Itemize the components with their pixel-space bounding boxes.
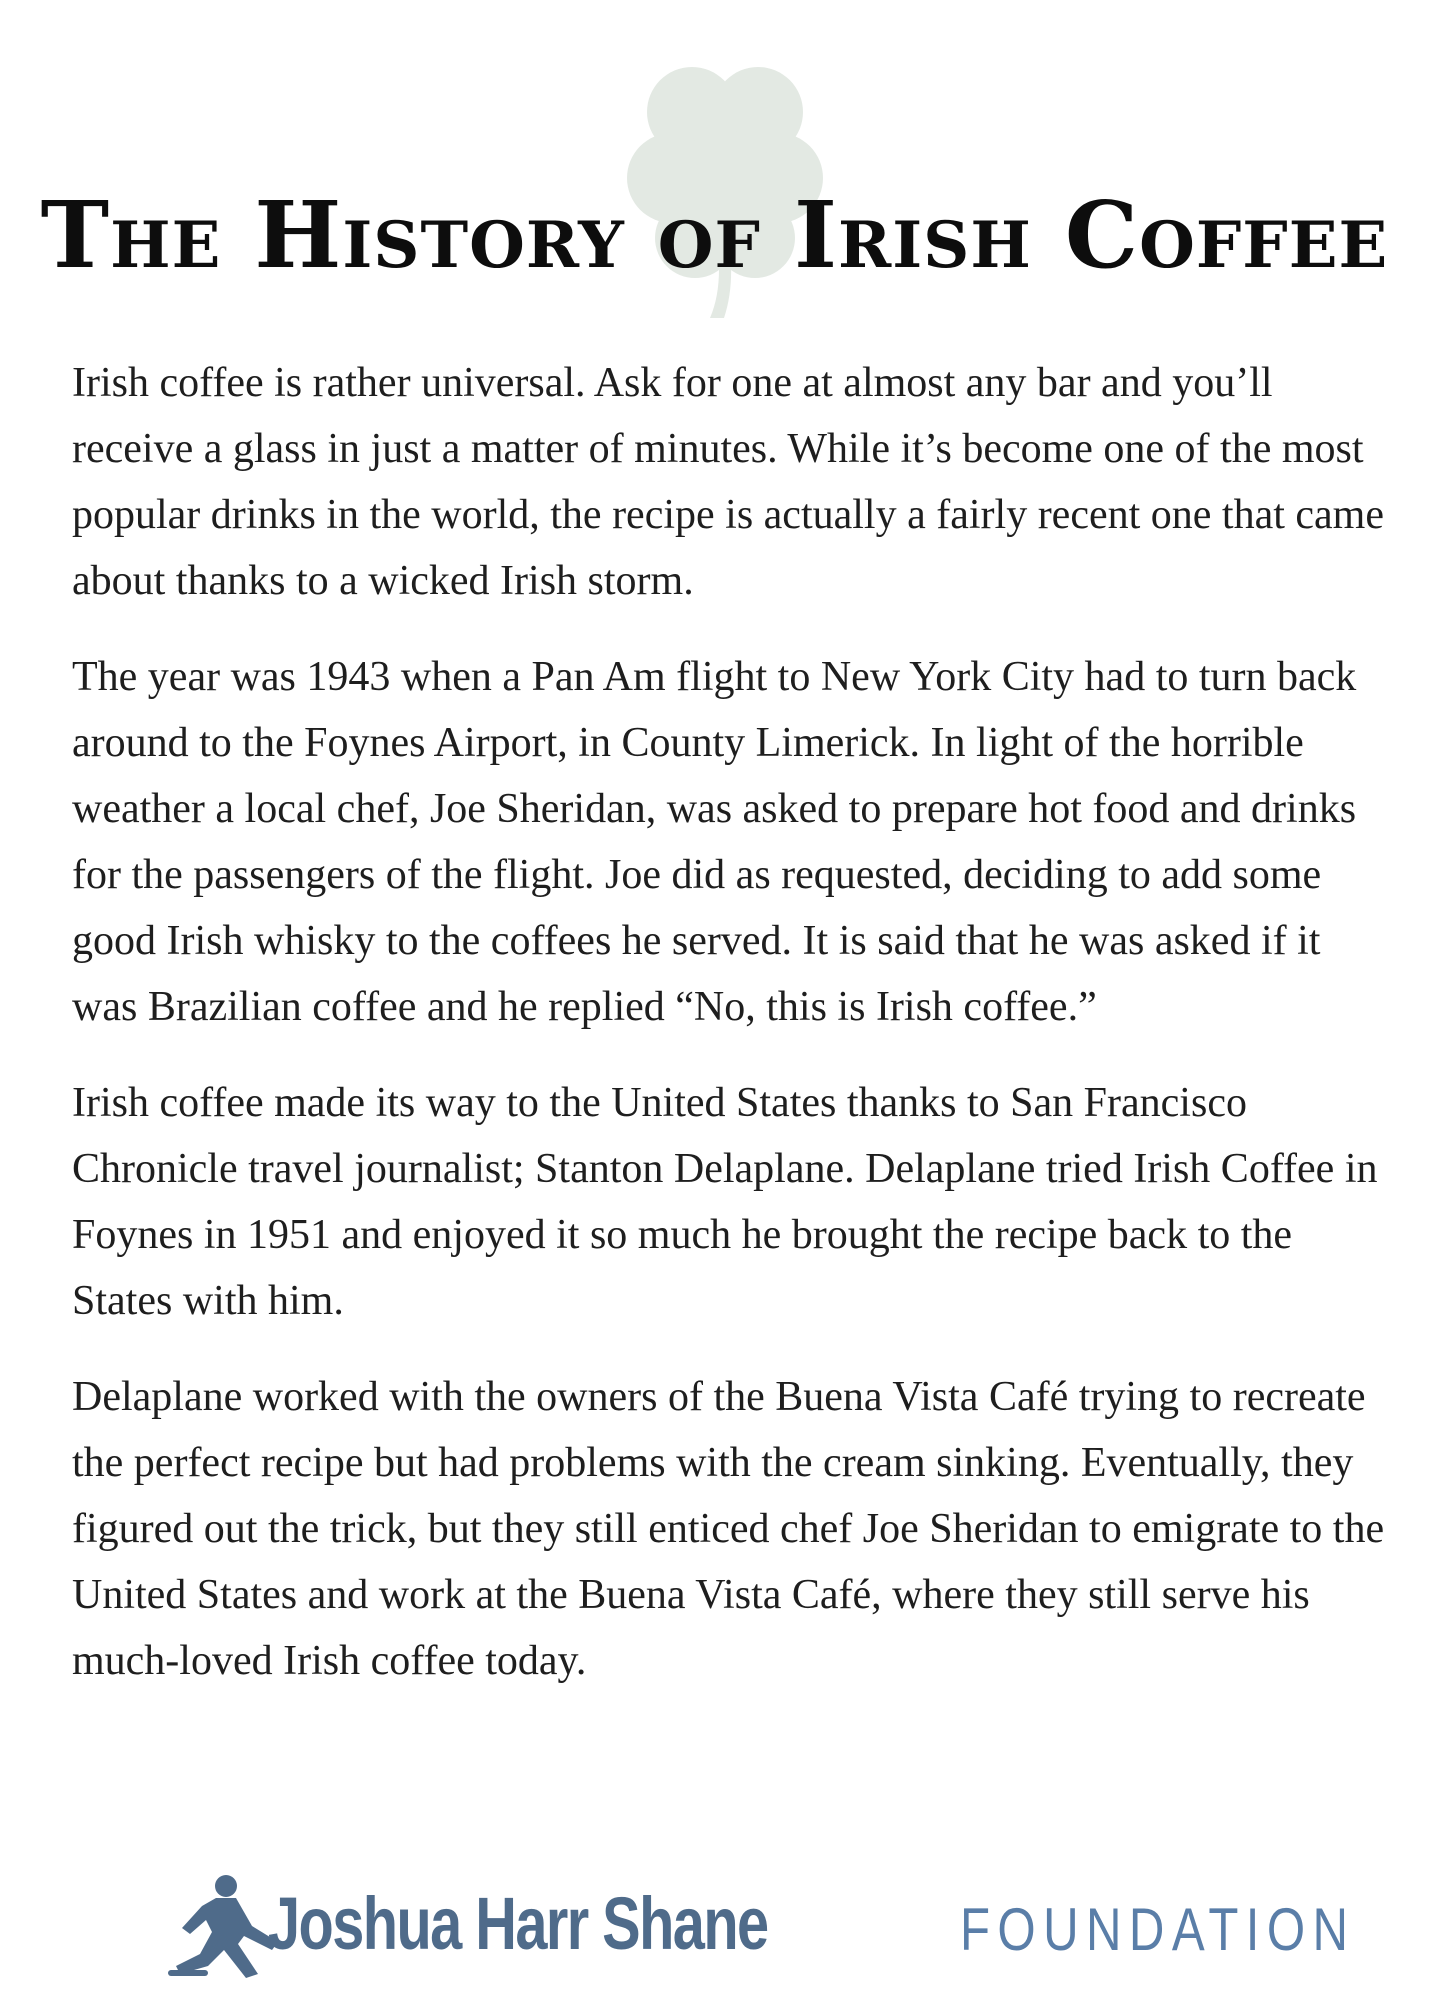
foundation-logo (160, 1870, 1356, 1980)
paragraph-1: Irish coffee is rather universal. Ask for one at almost any bar and you’ll receive a glass in just a matter of minutes. While it’s become one of the most popular drinks in the world, the recipe is actually a fairly recent one that came about thanks to a wicked Irish storm. (72, 360, 1384, 604)
paragraph-2: The year was 1943 when a Pan Am flight to New York City had to turn back around to the Foynes Airport, in County Limerick. In light of the horrible weather a local chef, Joe Sheridan, was asked to prepare hot food and drinks for the passengers of the flight. Joe did as requested, deciding to add some good Irish whisky to the coffees he served. It is said that he was asked if it was Brazilian coffee and he replied “No, this is Irish coffee.” (72, 654, 1357, 1030)
paragraph-3: Irish coffee made its way to the United States thanks to San Francisco Chronicle travel journalist; Stanton Delaplane. Delaplane tried Irish Coffee in Foynes in 1951 and enjoyed it so much he brought the recipe back to the States with him. (72, 1080, 1378, 1324)
article-body (72, 350, 1392, 1724)
logo-name: Joshua Harr Shane (268, 1882, 768, 1965)
paragraph-4: Delaplane worked with the owners of the Buena Vista Café trying to recreate the perfect recipe but had problems with the cream sinking. Eventually, they figured out the trick, but they still enticed chef Joe Sheridan to emigrate to the United States and work at the Buena Vista Café, where they still serve his much-loved Irish coffee today. (72, 1374, 1385, 1684)
page-title: The History of Irish Coffee (40, 180, 1389, 289)
logo-suffix: FOUNDATION (960, 1896, 1356, 1963)
